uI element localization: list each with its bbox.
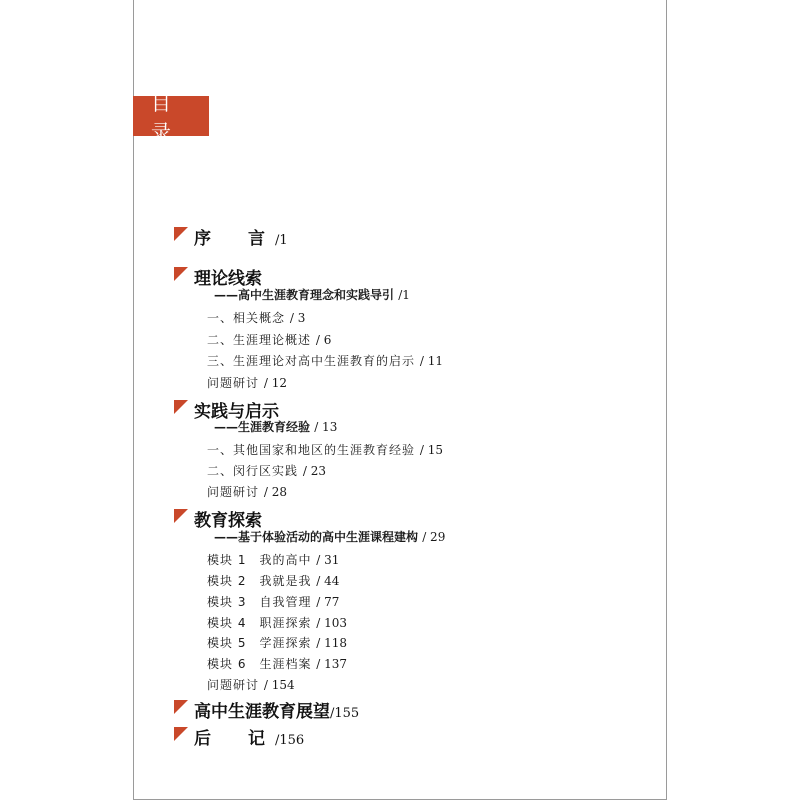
item-label: 问题研讨: [207, 376, 260, 390]
toc-item[interactable]: [207, 374, 287, 391]
item-label: 三、生涯理论对高中生涯教育的启示: [207, 354, 416, 368]
page-number: / 44: [316, 574, 340, 588]
page-number: / 137: [316, 657, 348, 671]
toc-item[interactable]: [207, 614, 347, 631]
toc-item[interactable]: [207, 352, 443, 369]
page-number: / 77: [316, 595, 340, 609]
triangle-marker-icon: [174, 509, 188, 523]
item-label: 模块 3 自我管理: [207, 595, 312, 609]
item-label: 二、闵行区实践: [207, 464, 299, 478]
page-number: / 154: [263, 678, 295, 692]
page-number: / 31: [316, 553, 340, 567]
toc-item[interactable]: [207, 634, 347, 651]
section-title: 后 记: [194, 729, 275, 749]
page-number: / 29: [422, 530, 446, 544]
toc-subtitle-theory[interactable]: [214, 286, 410, 303]
toc-item[interactable]: [207, 551, 339, 568]
triangle-marker-icon: [174, 227, 188, 241]
toc-item[interactable]: [207, 309, 305, 326]
toc-entry-preface[interactable]: [194, 224, 288, 249]
section-title: 理论线索: [194, 269, 262, 289]
toc-item[interactable]: [207, 331, 331, 348]
page-number: / 6: [315, 333, 332, 347]
toc-item[interactable]: [207, 676, 295, 693]
item-label: 模块 2 我就是我: [207, 574, 312, 588]
item-label: 一、其他国家和地区的生涯教育经验: [207, 443, 416, 457]
section-title: 实践与启示: [194, 402, 279, 422]
subtitle-text: ——高中生涯教育理念和实践导引: [214, 288, 395, 302]
triangle-marker-icon: [174, 267, 188, 281]
item-label: 模块 1 我的高中: [207, 553, 312, 567]
page-number: / 15: [419, 443, 443, 457]
section-title: 教育探索: [194, 511, 262, 531]
triangle-marker-icon: [174, 700, 188, 714]
page-number: / 28: [263, 485, 287, 499]
page-number: / 23: [302, 464, 326, 478]
toc-subtitle-exploration[interactable]: [214, 528, 445, 545]
page-number: /1: [275, 233, 288, 248]
page-number: / 118: [316, 636, 348, 650]
toc-subtitle-practice[interactable]: [214, 418, 337, 435]
toc-item[interactable]: [207, 483, 287, 500]
page-number: / 11: [419, 354, 443, 368]
item-label: 一、相关概念: [207, 311, 286, 325]
page-number: /1: [398, 288, 410, 302]
triangle-marker-icon: [174, 727, 188, 741]
toc-entry-afterword[interactable]: [194, 724, 304, 749]
page-number: /155: [330, 706, 360, 721]
item-label: 模块 4 职涯探索: [207, 616, 312, 630]
toc-entry-outlook[interactable]: [194, 697, 359, 722]
subtitle-text: ——基于体验活动的高中生涯课程建构: [214, 530, 419, 544]
page-number: / 3: [289, 311, 306, 325]
toc-item[interactable]: [207, 655, 347, 672]
item-label: 二、生涯理论概述: [207, 333, 312, 347]
toc-item[interactable]: [207, 593, 339, 610]
toc-heading: 目录: [133, 96, 209, 136]
page-number: / 13: [314, 420, 338, 434]
toc-item[interactable]: [207, 462, 326, 479]
page-number: / 103: [316, 616, 348, 630]
toc-item[interactable]: [207, 441, 443, 458]
page-number: /156: [275, 733, 305, 748]
item-label: 问题研讨: [207, 678, 260, 692]
triangle-marker-icon: [174, 400, 188, 414]
item-label: 模块 5 学涯探索: [207, 636, 312, 650]
page-number: / 12: [263, 376, 287, 390]
section-title: 序 言: [194, 229, 275, 249]
subtitle-text: ——生涯教育经验: [214, 420, 311, 434]
toc-item[interactable]: [207, 572, 339, 589]
item-label: 模块 6 生涯档案: [207, 657, 312, 671]
section-title: 高中生涯教育展望: [194, 702, 330, 722]
item-label: 问题研讨: [207, 485, 260, 499]
